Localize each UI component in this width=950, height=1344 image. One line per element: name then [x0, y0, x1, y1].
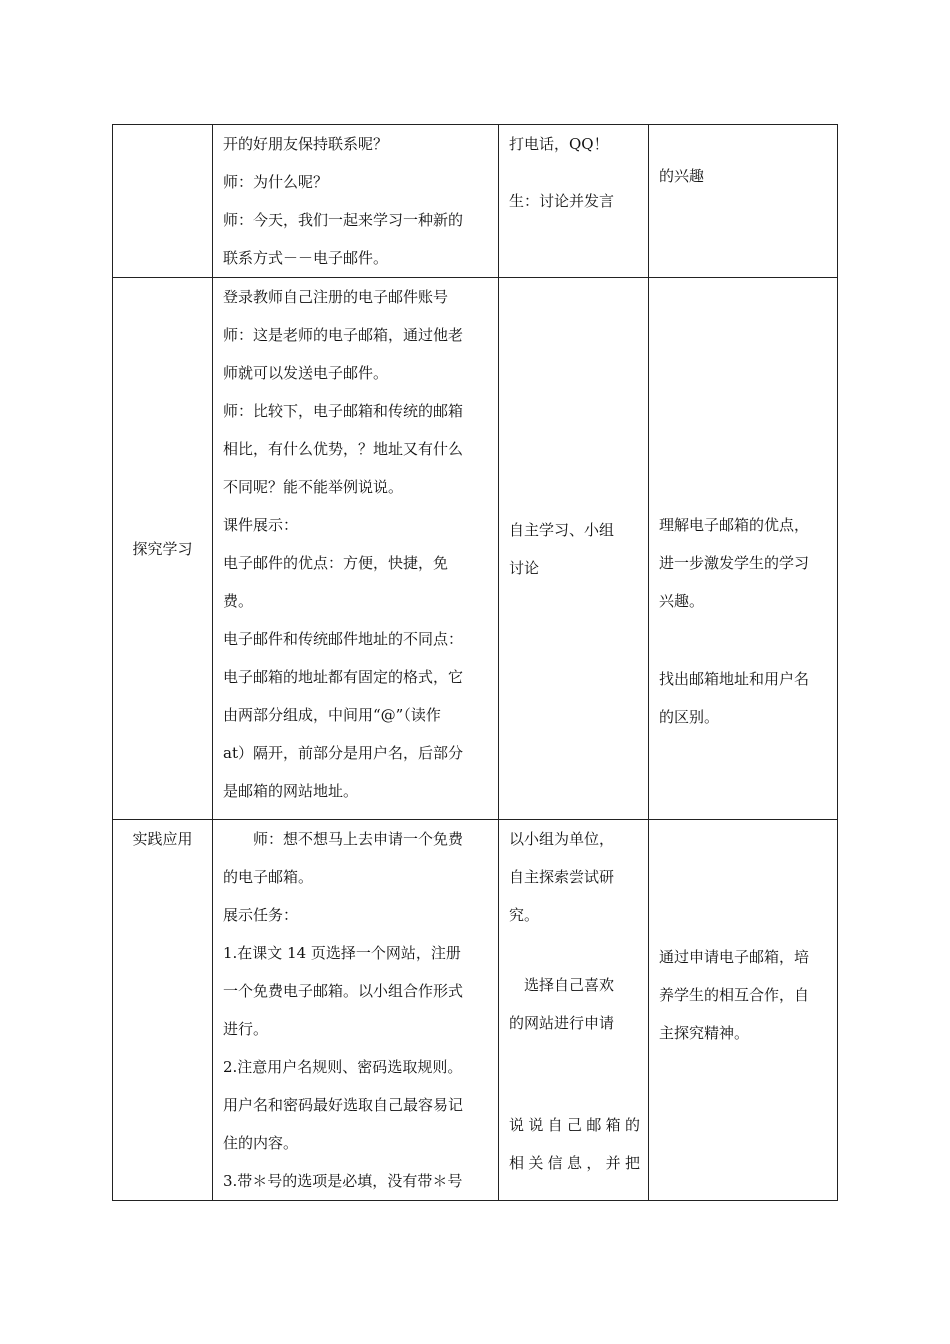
text-line: 3.带＊号的选项是必填，没有带＊号	[223, 1172, 463, 1190]
text-line: 不同呢？能不能举例说说。	[223, 478, 404, 496]
text-line: 自主学习、小组	[509, 520, 615, 539]
text-line: 一个免费电子邮箱。以小组合作形式	[223, 982, 464, 1000]
design-intent-cell	[649, 125, 838, 278]
student-activity-cell	[499, 125, 649, 278]
text-line: 电子邮件和传统邮件地址的不同点：	[223, 630, 464, 648]
text-line: 师：想不想马上去申请一个免费	[253, 830, 464, 848]
text-line: 师：比较下，电子邮箱和传统的邮箱	[223, 402, 464, 420]
text-line: 打电话，QQ！	[509, 135, 609, 153]
text-line: 师：为什么呢？	[223, 173, 329, 191]
text-line: 的网站进行申请	[509, 1014, 615, 1032]
text-line: 兴趣。	[659, 592, 705, 610]
text-line: 究。	[509, 906, 540, 924]
text-line: 的区别。	[659, 708, 720, 726]
stage-label: 探究学习	[132, 539, 193, 558]
teacher-activity-cell	[213, 125, 499, 278]
text-line: 展示任务：	[223, 906, 299, 924]
text-line: 生：讨论并发言	[509, 192, 615, 210]
student-activity-cell	[499, 820, 649, 1201]
text-line: 住的内容。	[223, 1134, 299, 1152]
text-line: 通过申请电子邮箱，培	[659, 948, 810, 966]
teacher-activity-cell	[213, 820, 499, 1201]
text-line: 的兴趣	[659, 167, 705, 185]
text-line: 找出邮箱地址和用户名	[659, 670, 810, 688]
text-line: at）隔开，前部分是用户名，后部分	[223, 744, 463, 762]
text-line: 理解电子邮箱的优点，	[659, 516, 810, 534]
text-line: 开的好朋友保持联系呢？	[223, 135, 389, 153]
teacher-activity-cell	[213, 278, 499, 820]
text-line: 电子邮箱的地址都有固定的格式，它	[223, 668, 464, 686]
table-row	[113, 125, 838, 278]
student-activity-cell	[499, 278, 649, 820]
text-line: 以小组为单位，	[509, 830, 615, 848]
lesson-plan-table	[112, 124, 838, 1201]
text-line: 的电子邮箱。	[223, 868, 314, 886]
text-line: 相关信息，并把	[509, 1154, 640, 1172]
text-line: 相比，有什么优势，？地址又有什么	[223, 440, 464, 458]
table-row	[113, 278, 838, 820]
text-line: 登录教师自己注册的电子邮件账号	[223, 288, 449, 306]
table-row	[113, 820, 838, 1201]
text-line: 进行。	[223, 1020, 269, 1038]
text-line: 2.注意用户名规则、密码选取规则。	[223, 1058, 463, 1076]
text-line: 用户名和密码最好选取自己最容易记	[223, 1096, 464, 1114]
text-line: 师就可以发送电子邮件。	[223, 364, 389, 382]
text-line: 联系方式－－电子邮件。	[223, 249, 389, 267]
text-line: 说说自己邮箱的	[509, 1116, 640, 1134]
text-line: 养学生的相互合作，自	[659, 986, 810, 1004]
text-line: 1.在课文 14 页选择一个网站，注册	[223, 944, 461, 962]
text-line: 选择自己喜欢	[524, 976, 615, 994]
text-line: 师：这是老师的电子邮箱，通过他老	[223, 326, 464, 344]
text-line: 自主探索尝试研	[509, 868, 615, 886]
text-line: 师：今天，我们一起来学习一种新的	[223, 211, 464, 229]
text-line: 讨论	[509, 558, 540, 577]
text-line: 主探究精神。	[659, 1024, 750, 1042]
design-intent-cell	[649, 820, 838, 1201]
text-line: 进一步激发学生的学习	[659, 554, 810, 572]
text-line: 课件展示：	[223, 516, 299, 534]
text-line: 电子邮件的优点：方便，快捷，免	[223, 554, 449, 572]
text-line: 由两部分组成，中间用“@”（读作	[223, 706, 441, 724]
stage-label: 实践应用	[132, 830, 193, 848]
text-line: 费。	[223, 592, 254, 610]
design-intent-cell	[649, 278, 838, 820]
stage-cell	[113, 820, 213, 1201]
text-line: 是邮箱的网站地址。	[223, 782, 359, 800]
stage-cell	[113, 278, 213, 820]
stage-cell	[113, 125, 213, 278]
